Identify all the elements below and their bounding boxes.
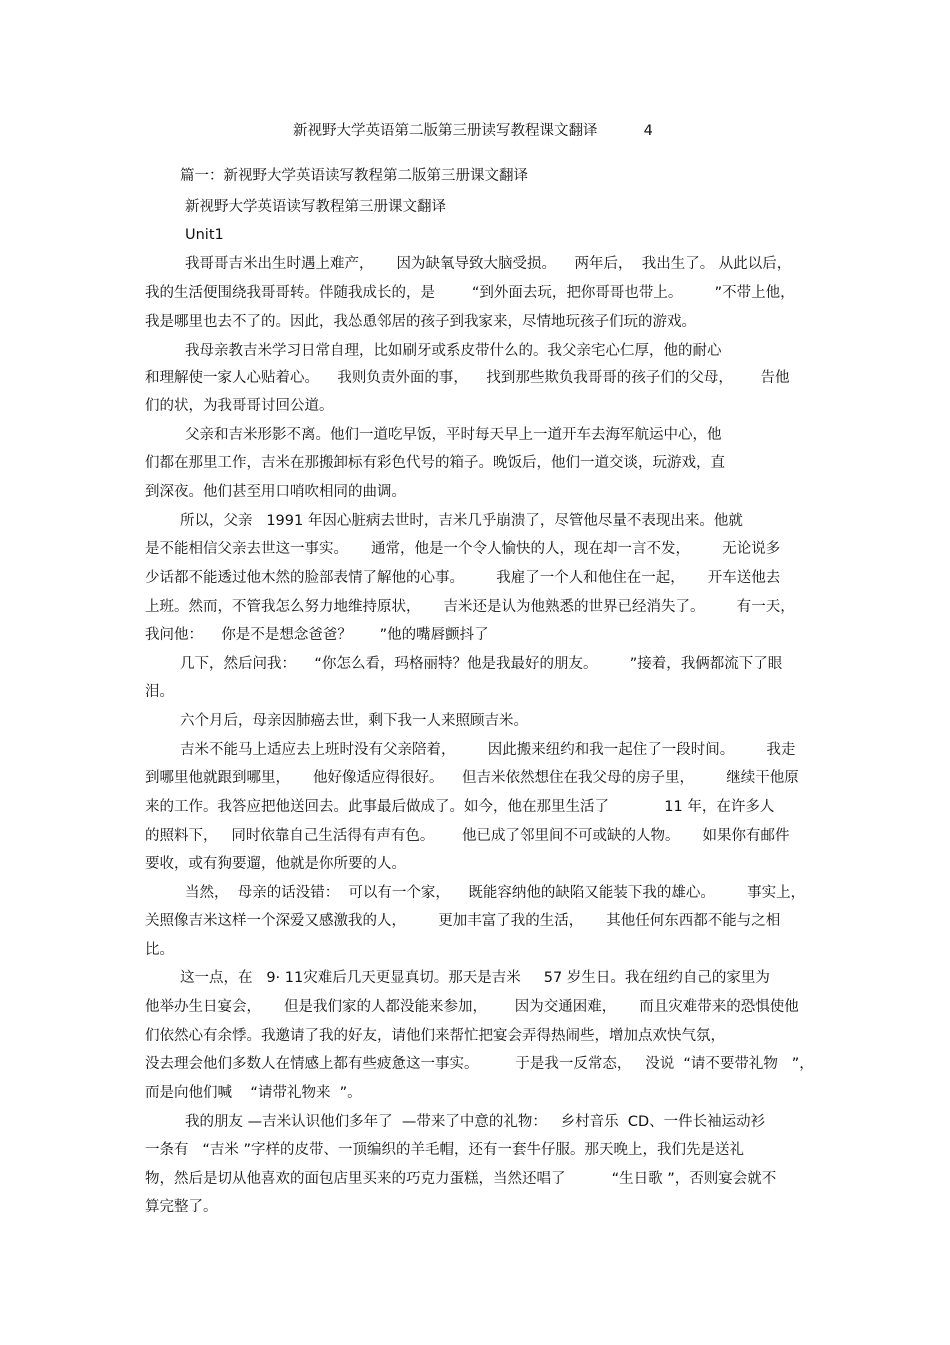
text-line: 六个月后，母亲因肺癌去世，剩下我一人来照顾吉米。 xyxy=(180,713,528,729)
text-line: 算完整了。 xyxy=(145,1199,218,1215)
text-line: 到深夜。他们甚至用口哨吹相同的曲调。 xyxy=(145,484,406,500)
text-line: 物，然后是切从他喜欢的面包店里买来的巧克力蛋糕，当然还唱了 “生日歌 ”，否则宴会就不 xyxy=(145,1171,777,1187)
text-line: 这一点，在 9· 11灾难后几天更显真切。那天是吉米 57 岁生日。我在纽约自己的家里为 xyxy=(180,970,770,986)
page-title: 新视野大学英语第二版第三册读写教程课文翻译 4 xyxy=(293,123,653,139)
text-line: 我是哪里也去不了的。因此，我怂恿邻居的孩子到我家来，尽情地玩孩子们玩的游戏。 xyxy=(145,314,696,330)
unit-label: Unit1 xyxy=(185,227,224,243)
text-line: 要收，或有狗要遛，他就是你所要的人。 xyxy=(145,856,406,872)
text-line: 是不能相信父亲去世这一事实。 通常，他是一个令人愉快的人，现在却一言不发， 无论说多 xyxy=(145,541,781,557)
text-line: 和理解使一家人心贴着心。 我则负责外面的事， 找到那些欺负我哥哥的孩子们的父母， 告他 xyxy=(145,370,790,386)
text-line: 没去理会他们多数人在情感上都有些疲惫这一事实。 于是我一反常态， 没说 “请不要带礼物 ”， xyxy=(145,1056,814,1072)
text-line: 我的生活便围绕我哥哥转。伴随我成长的，是 “到外面去玩，把你哥哥也带上。 ”不带上他， xyxy=(145,285,795,301)
text-line: 所以，父亲 1991 年因心脏病去世时，吉米几乎崩溃了，尽管他尽量不表现出来。他就 xyxy=(180,513,743,529)
text-line: 我问他： 你是不是想念爸爸？ ”他的嘴唇颤抖了 xyxy=(145,627,489,643)
text-line: 当然， 母亲的话没错： 可以有一个家， 既能容纳他的缺陷又能装下我的雄心。 事实上， xyxy=(185,885,806,901)
text-line: 们的状，为我哥哥讨回公道。 xyxy=(145,398,334,414)
text-line: 他举办生日宴会， 但是我们家的人都没能来参加， 因为交通困难， 而且灾难带来的恐惧使他 xyxy=(145,999,799,1015)
text-line: 父亲和吉米形影不离。他们一道吃早饭，平时每天早上一道开车去海军航运中心，他 xyxy=(185,427,722,443)
text-line: 来的工作。我答应把他送回去。此事最后做成了。如今，他在那里生活了 11 年，在许多人 xyxy=(145,799,775,815)
text-line: 我母亲教吉米学习日常自理，比如刷牙或系皮带什么的。我父亲宅心仁厚，他的耐心 xyxy=(185,343,722,359)
text-line: 上班。然而，不管我怎么努力地维持原状， 吉米还是认为他熟悉的世界已经消失了。 有一天， xyxy=(145,599,795,615)
text-line: 泪。 xyxy=(145,684,174,700)
text-line: 一条有 “吉米 ”字样的皮带、一顶编织的羊毛帽，还有一套牛仔服。那天晚上，我们先是送礼 xyxy=(145,1142,744,1158)
text-line: 几下，然后问我： “你怎么看，玛格丽特？他是我最好的朋友。 ”接着，我俩都流下了眼 xyxy=(180,656,783,672)
section-heading: 篇一：新视野大学英语读写教程第二版第三册课文翻译 xyxy=(180,168,528,184)
text-line: 而是向他们喊 “请带礼物来 ”。 xyxy=(145,1085,362,1101)
text-line: 比。 xyxy=(145,942,174,958)
subheading: 新视野大学英语读写教程第三册课文翻译 xyxy=(185,199,446,215)
text-line: 的照料下， 同时依靠自己生活得有声有色。 他已成了邻里间不可或缺的人物。 如果你有邮件 xyxy=(145,828,790,844)
text-line: 关照像吉米这样一个深爱又感激我的人， 更加丰富了我的生活， 其他任何东西都不能与之相 xyxy=(145,913,781,929)
text-line: 们依然心有余悸。我邀请了我的好友，请他们来帮忙把宴会弄得热闹些，增加点欢快气氛， xyxy=(145,1028,725,1044)
text-line: 我的朋友 —吉米认识他们多年了 —带来了中意的礼物： 乡村音乐 CD、一件长袖运动衫 xyxy=(185,1114,766,1130)
text-line: 们都在那里工作，吉米在那搬卸标有彩色代号的箱子。晚饭后，他们一道交谈，玩游戏，直 xyxy=(145,455,725,471)
text-line: 少话都不能透过他木然的脸部表情了解他的心事。 我雇了一个人和他住在一起， 开车送他去 xyxy=(145,570,781,586)
text-line: 到哪里他就跟到哪里， 他好像适应得很好。 但吉米依然想住在我父母的房子里， 继续干他原 xyxy=(145,770,799,786)
text-line: 我哥哥吉米出生时遇上难产， 因为缺氧导致大脑受损。 两年后， 我出生了。 从此以后， xyxy=(185,256,792,272)
text-line: 吉米不能马上适应去上班时没有父亲陪着， 因此搬来纽约和我一起住了一段时间。 我走 xyxy=(180,742,796,758)
